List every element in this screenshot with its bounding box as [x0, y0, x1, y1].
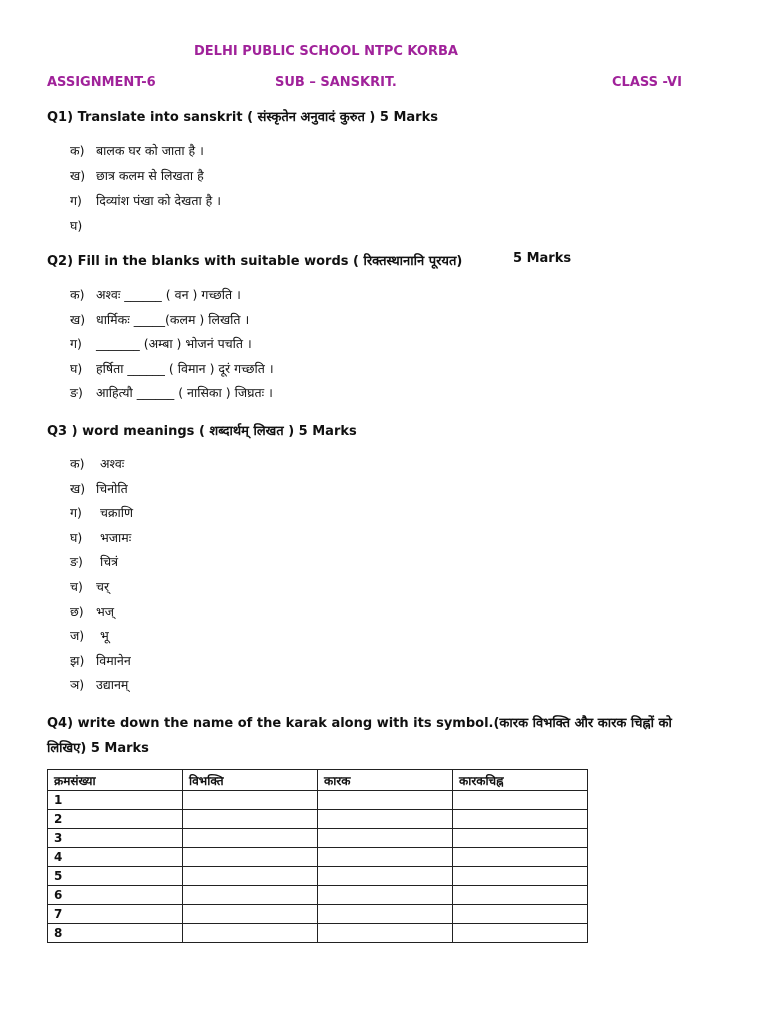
item-label: ख): [70, 168, 86, 183]
item-text: दिव्यांश पंखा को देखता है ।: [96, 193, 222, 208]
cell-serial: 4: [48, 848, 183, 867]
list-item: [70, 652, 131, 669]
header-karak-chihn: कारकचिह्न: [453, 770, 588, 791]
list-item: [70, 553, 118, 570]
item-label: ङ): [70, 385, 83, 400]
list-item: [70, 578, 109, 595]
cell-karak: [318, 924, 453, 943]
item-text: हर्षिता ______ ( विमान ) दूरं गच्छति ।: [96, 360, 274, 376]
item-text: भजामः: [96, 529, 132, 545]
cell-karak-chihn: [453, 886, 588, 905]
item-text: अश्वः ______ ( वन ) गच्छति ।: [96, 287, 241, 302]
table-row: [48, 924, 588, 943]
item-label: ज): [70, 628, 85, 644]
school-name: DELHI PUBLIC SCHOOL NTPC KORBA: [194, 44, 458, 59]
list-item: [70, 360, 274, 377]
cell-serial: 5: [48, 867, 183, 886]
cell-vibhakti: [183, 924, 318, 943]
assignment-number: ASSIGNMENT-6: [47, 75, 156, 90]
item-label: च): [70, 579, 83, 594]
item-text: अश्वः: [96, 456, 125, 471]
item-label: घ): [70, 360, 83, 376]
item-text: चिनोति: [96, 480, 128, 496]
item-label: ग): [70, 336, 82, 351]
cell-karak-chihn: [453, 829, 588, 848]
item-label: ञ): [70, 677, 85, 693]
item-text: चक्राणि: [96, 505, 134, 521]
list-item: [70, 676, 128, 693]
cell-serial: 3: [48, 829, 183, 848]
cell-vibhakti: [183, 791, 318, 810]
cell-vibhakti: [183, 905, 318, 924]
item-text: चित्रं: [96, 554, 119, 570]
cell-karak-chihn: [453, 810, 588, 829]
item-label: घ): [70, 529, 83, 545]
list-item: [70, 142, 204, 159]
cell-karak: [318, 810, 453, 829]
item-label: ख): [70, 480, 86, 496]
cell-vibhakti: [183, 867, 318, 886]
cell-vibhakti: [183, 829, 318, 848]
item-label: ङ): [70, 554, 83, 570]
item-text: आहित्यौ ______ ( नासिका ) जिघ्रतः ।: [96, 385, 273, 400]
list-item: [70, 335, 252, 352]
cell-karak: [318, 829, 453, 848]
cell-serial: 8: [48, 924, 183, 943]
list-item: [70, 167, 204, 184]
cell-karak: [318, 791, 453, 810]
item-label: ख): [70, 311, 86, 327]
cell-karak-chihn: [453, 924, 588, 943]
header-serial-number: क्रमसंख्या: [48, 770, 183, 791]
cell-serial: 6: [48, 886, 183, 905]
cell-karak: [318, 848, 453, 867]
item-text: बालक घर को जाता है ।: [96, 143, 204, 158]
cell-serial: 1: [48, 791, 183, 810]
cell-karak: [318, 905, 453, 924]
item-text: धार्मिकः _____(कलम ) लिखति ।: [96, 311, 250, 327]
q4-title-line1: Q4) write down the name of the karak along with its symbol.(कारक विभक्ति और कारक चिह्नों को: [47, 716, 672, 731]
cell-serial: 7: [48, 905, 183, 924]
table-row: [48, 867, 588, 886]
list-item: [70, 480, 128, 497]
table-row: [48, 829, 588, 848]
cell-karak-chihn: [453, 848, 588, 867]
list-item: [70, 217, 96, 234]
table-row: [48, 791, 588, 810]
table-row: [48, 810, 588, 829]
karak-table: [47, 769, 588, 943]
item-text: उद्यानम्: [96, 677, 129, 693]
item-text: _______ (अम्बा ) भोजनं पचति ।: [96, 336, 252, 351]
list-item: [70, 504, 133, 521]
header-vibhakti: विभक्ति: [183, 770, 318, 791]
table-row: [48, 886, 588, 905]
header-karak: कारक: [318, 770, 453, 791]
cell-karak-chihn: [453, 867, 588, 886]
class-label: CLASS -VI: [612, 75, 682, 90]
item-text: चर्: [96, 579, 110, 594]
item-text: छात्र कलम से लिखता है: [96, 168, 204, 183]
cell-karak: [318, 867, 453, 886]
item-label: क): [70, 456, 85, 471]
list-item: [70, 384, 273, 401]
item-text: भू: [96, 628, 109, 644]
q2-marks: 5 Marks: [513, 251, 572, 266]
table-header-row: [48, 770, 588, 791]
item-label: झ): [70, 652, 85, 668]
item-label: ग): [70, 193, 82, 208]
item-text: विमानेन: [96, 652, 131, 668]
subject-label: SUB – SANSKRIT.: [275, 75, 397, 90]
q4-title-line2: लिखिए) 5 Marks: [47, 741, 149, 756]
cell-vibhakti: [183, 810, 318, 829]
cell-serial: 2: [48, 810, 183, 829]
q3-title: Q3 ) word meanings ( शब्दार्थम् लिखत ) 5 Marks: [47, 424, 357, 439]
item-label: घ): [70, 218, 83, 233]
item-text: भज्: [96, 603, 115, 619]
item-label: क): [70, 287, 85, 302]
list-item: [70, 603, 114, 620]
q2-title: Q2) Fill in the blanks with suitable words ( रिक्तस्थानानि पूरयत): [47, 254, 463, 269]
cell-karak-chihn: [453, 791, 588, 810]
list-item: [70, 627, 109, 644]
list-item: [70, 455, 124, 472]
table-row: [48, 905, 588, 924]
cell-vibhakti: [183, 886, 318, 905]
list-item: [70, 311, 249, 328]
item-label: क): [70, 143, 85, 158]
cell-karak: [318, 886, 453, 905]
list-item: [70, 286, 241, 303]
q1-title: Q1) Translate into sanskrit ( संस्कृतेन अनुवादं कुरुत ) 5 Marks: [47, 110, 438, 125]
list-item: [70, 529, 131, 546]
list-item: [70, 192, 221, 209]
cell-vibhakti: [183, 848, 318, 867]
item-label: ग): [70, 505, 82, 521]
cell-karak-chihn: [453, 905, 588, 924]
table-row: [48, 848, 588, 867]
item-label: छ): [70, 603, 84, 619]
